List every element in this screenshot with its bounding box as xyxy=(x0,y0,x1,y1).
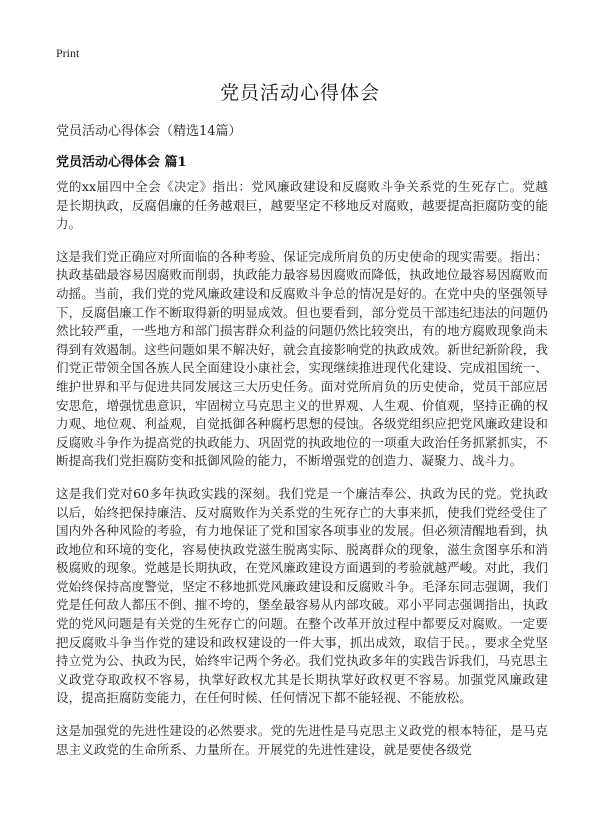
page-title: 党员活动心得体会 xyxy=(219,82,380,104)
print-link[interactable]: Print xyxy=(56,46,80,60)
paragraph-1: 党的xx届四中全会《决定》指出：党风廉政建设和反腐败斗争关系党的生死存亡。党越是长期执政，反腐倡廉的任务越艰巨，越要坚定不移地反对腐败，越要提高拒腐防变的能力。 xyxy=(56,179,548,232)
article-body xyxy=(56,178,548,773)
paragraph-4: 这是加强党的先进性建设的必然要求。党的先进性是马克思主义政党的根本特征，是马克思主义政党的生命所系、力量所在。开展党的先进性建设，就是要使各级党 xyxy=(56,723,548,757)
paragraph-2: 这是我们党正确应对所面临的各种考验、保证完成所肩负的历史使命的现实需要。指出：执政基础最容易因腐败而削弱，执政能力最容易因腐败而降低，执政地位最容易因腐败而动摇。当前，我们党的党风廉政建设和反腐败斗争总的情况是好的。在党中央的坚强领导下，反腐倡廉工作不断取得新的明显成效。但也要看到，部分党员干部违纪违法的问题仍然比较严重，一些地方和部门损害群众利益的问题仍然比较突出，有的地方腐败现象尚未得到有效遏制。这些问题如果不解决好，就会直接影响党的执政成效。新世纪新阶段，我们党正带领全国各族人民全面建设小康社会，实现继续推进现代化建设、完成祖国统一、维护世界和平与促进共同发展这三大历史任务。面对党所肩负的历史使命，党员干部应居安思危，增强忧患意识，牢固树立马克思主义的世界观、人生观、价值观，坚持正确的权力观、地位观、利益观，自觉抵御各种腐朽思想的侵蚀。各级党组织应把党风廉政建设和反腐败斗争作为提高党的执政能力、巩固党的执政地位的一项重大政治任务抓紧抓实，不断提高我们党拒腐防变和抵御风险的能力，不断增强党的创造力、凝聚力、战斗力。 xyxy=(56,248,548,469)
section-heading: 党员活动心得体会 篇1 xyxy=(56,155,187,170)
paragraph-3: 这是我们党对60多年执政实践的深刻。我们党是一个廉洁奉公、执政为民的党。党执政以后，始终把保持廉洁、反对腐败作为关系党的生死存亡的大事来抓，使我们党经受住了国内外各种风险的考验，有力地保证了党和国家各项事业的发展。但必须清醒地看到，执政地位和环境的变化，容易使执政党滋生脱离实际、脱离群众的现象，滋生贪图享乐和消极腐败的现象。党越是长期执政，在党风廉政建设方面遇到的考验就越严峻。对此，我们党始终保持高度警觉，坚定不移地抓党风廉政建设和反腐败斗争。毛泽东同志强调，我们党是任何敌人都压不倒、摧不垮的，堡垒最容易从内部攻破。邓小平同志强调指出，执政党的党风问题是有关党的生死存亡的问题。在整个改革开放过程中都要反对腐败。一定要把反腐败斗争当作党的建设和政权建设的一件大事，抓出成效，取信于民。，要求全党坚持立党为公、执政为民，始终牢记两个务必。我们党执政多年的实践告诉我们，马克思主义政党夺取政权不容易，执掌好政权尤其是长期执掌好政权更不容易。加强党风廉政建设，提高拒腐防变能力，在任何时候、任何情况下都不能轻视、不能放松。 xyxy=(56,485,548,706)
document-subtitle: 党员活动心得体会（精选14篇） xyxy=(56,124,242,139)
